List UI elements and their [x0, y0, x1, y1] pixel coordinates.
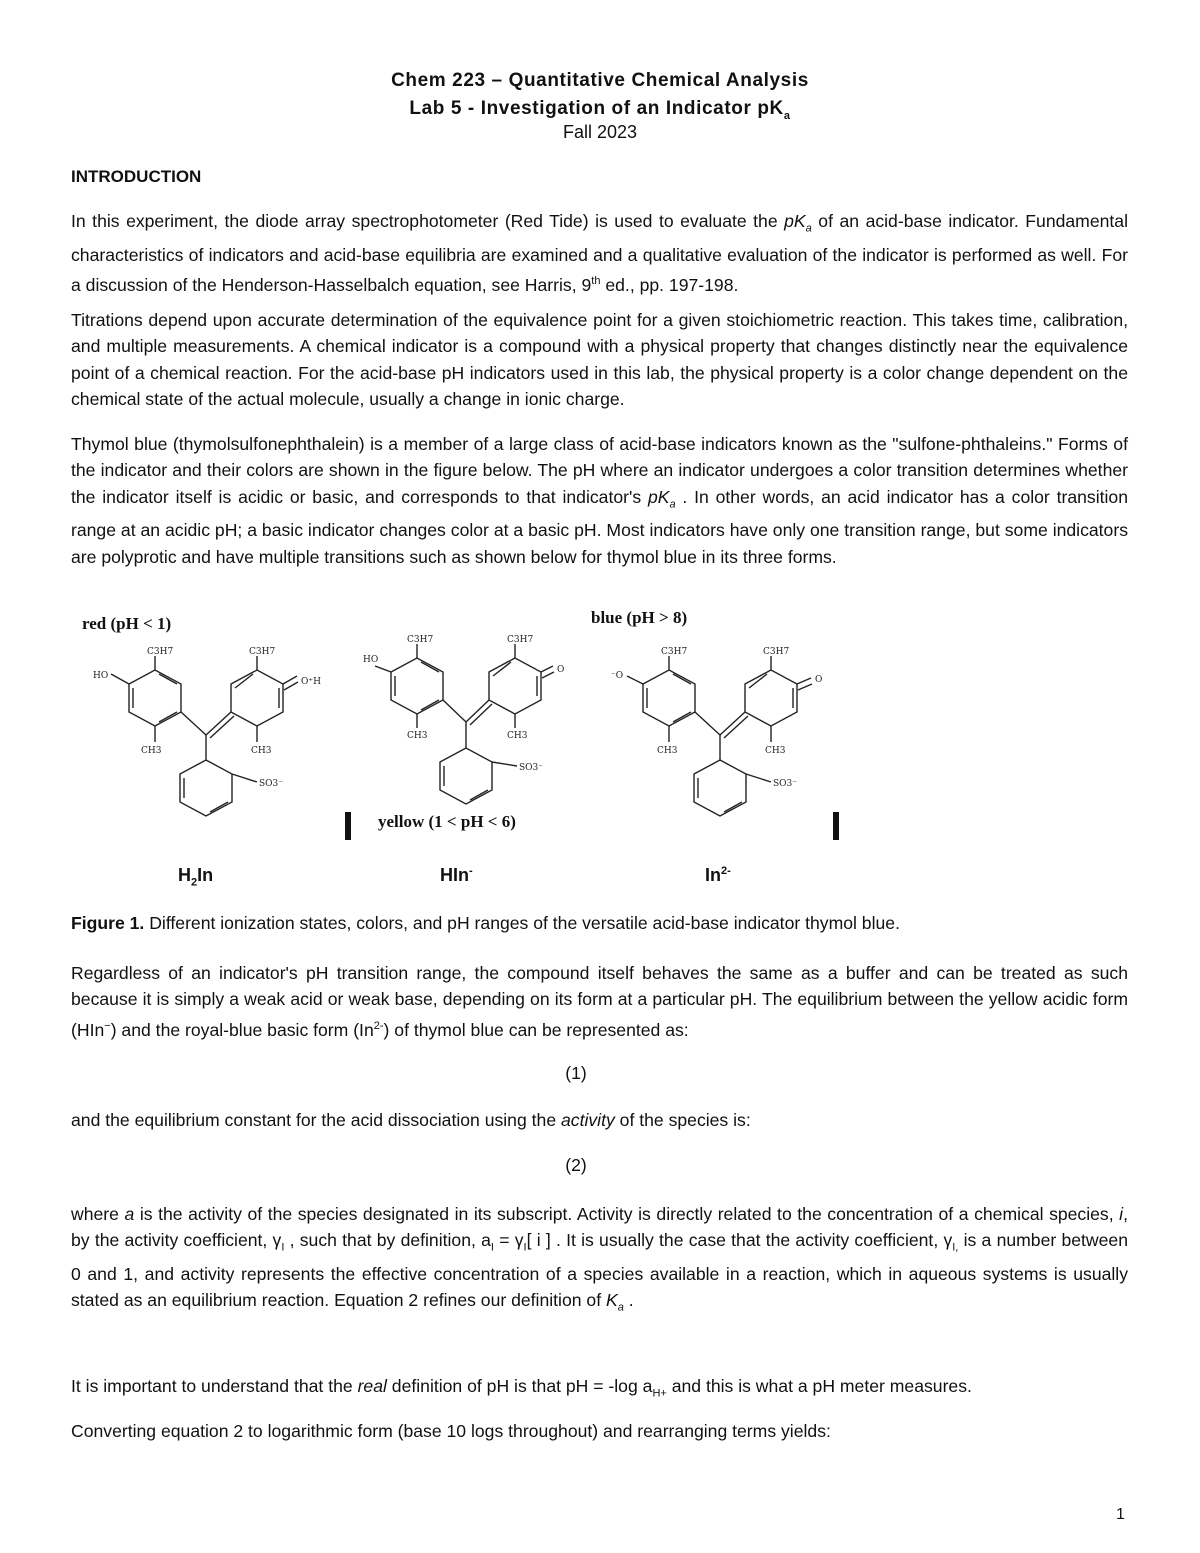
atom-label: CH3	[407, 731, 428, 741]
log-form-line: Converting equation 2 to logarithmic form (base 10 logs throughout) and rearranging terms yields:	[71, 1421, 831, 1441]
lab-title	[0, 98, 1200, 122]
pka-term-2	[647, 486, 676, 511]
atom-label: O	[557, 665, 565, 675]
equilibrium-marker-1	[345, 812, 351, 840]
form-label-hin	[440, 865, 473, 886]
eq-p5-text-b: of the species is:	[614, 1110, 751, 1130]
gamma-symbol: γ	[272, 1230, 282, 1251]
eq-p5-text-a: and the equilibrium constant for the acid dissociation using the	[71, 1110, 561, 1130]
molecule-in2	[627, 656, 812, 816]
atom-label: C3H7	[661, 647, 688, 657]
eq-p7-text: definition of pH is that pH = -log a	[386, 1376, 653, 1396]
charge-superscript: 2-	[373, 1019, 384, 1032]
caption-text: Different ionization states, colors, and pH ranges of the versatile acid-base indicator thymol blue.	[144, 913, 900, 933]
atom-label: HO	[93, 671, 109, 681]
section-heading: INTRODUCTION	[71, 167, 202, 186]
ring-phenol-2	[391, 658, 443, 714]
form-in2-sup: 2-	[721, 865, 731, 877]
equation-number-2: (2)	[565, 1155, 587, 1175]
atom-label: SO3⁻	[259, 779, 284, 789]
ring-benzene-2	[440, 748, 492, 804]
pka-term-2-sub: a	[669, 498, 676, 511]
pka-term-sub: a	[805, 222, 812, 235]
eq-p6-text: =	[493, 1230, 515, 1251]
figure-thymol-blue	[71, 600, 871, 900]
atom-label: SO3⁻	[773, 779, 798, 789]
ka-term	[605, 1290, 624, 1314]
ring-phenol-1	[129, 670, 181, 726]
caption-label: Figure 1.	[71, 913, 145, 933]
molecule-hin	[375, 644, 554, 804]
eq-p6-text: is the activity of the species designated in its subscript. Activity is directly related to the concentration of a chemical species,	[134, 1204, 1120, 1224]
eq-p7-text: It is important to understand that the	[71, 1376, 358, 1396]
form-h2in-sub: 2	[191, 876, 198, 889]
eq-p4-text-b: ) and the royal-blue basic form (In	[110, 1019, 374, 1040]
ph-definition-line	[71, 1373, 1128, 1407]
equilibrium-marker-2	[833, 812, 839, 840]
form-in2-main: In	[705, 865, 721, 885]
color-label-yellow: yellow (1 < pH < 6)	[378, 812, 516, 831]
intro-p1-text-c: ed., pp. 197-198.	[600, 274, 739, 295]
atom-label: C3H7	[507, 635, 534, 645]
atom-label: CH3	[251, 746, 272, 756]
atom-label: ⁻O	[611, 671, 624, 681]
intro-paragraph-2: Titrations depend upon accurate determination of the equivalence point for a given stoichiometric reaction. This takes time, calibration, and multiple measurements. A chemical indicator is a compound with a physical property that changes distinctly near the equivalence point of a chemical reaction. For the acid-base pH indicators used in this lab, the physical property is a color change dependent on the chemical state of the actual molecule, usually a change in ionic charge.	[71, 310, 1128, 409]
color-label-blue: blue (pH > 8)	[591, 608, 688, 627]
gamma-subscript: I	[281, 1241, 285, 1254]
equation-number-1: (1)	[565, 1063, 587, 1083]
form-label-in2	[705, 865, 731, 886]
course-title: Chem 223 – Quantitative Chemical Analysis	[391, 70, 809, 91]
lab-title-subscript: a	[783, 109, 791, 122]
form-hin-main: HIn	[440, 865, 469, 885]
atom-label: CH3	[507, 731, 528, 741]
atom-label: HO	[363, 655, 379, 665]
atom-label: SO3⁻	[519, 763, 544, 773]
gamma-subscript: I	[523, 1241, 527, 1254]
atom-label: CH3	[141, 746, 162, 756]
eq-p7-text: and this is what a pH meter measures.	[666, 1376, 972, 1396]
ring-benzene-1	[180, 760, 232, 816]
hplus-subscript: H+	[652, 1387, 667, 1400]
atom-label: O⁺H	[301, 677, 321, 687]
atom-label: CH3	[765, 746, 786, 756]
eq-p6-text: .	[623, 1290, 634, 1311]
intro-paragraph-3	[71, 431, 1128, 570]
atom-label: C3H7	[147, 647, 174, 657]
lab-title-text: Lab 5 - Investigation of an Indicator pK	[409, 98, 784, 119]
form-h2in-h: H	[178, 865, 191, 885]
page-number: 1	[1116, 1506, 1125, 1523]
equilibrium-paragraph	[71, 960, 1128, 1043]
gamma-symbol: γ	[514, 1230, 524, 1251]
eq-p4-text-c: ) of thymol blue can be represented as:	[383, 1019, 689, 1040]
ring-phenol-3	[643, 670, 695, 726]
pka-term	[784, 211, 812, 235]
intro-p3-text-b: . In other words, an acid indicator has a color transition range at an acidic pH; a basic indicator changes color at a basic pH. Most indicators have only one transition range, but some indicators are polyprotic and have multiple transitions such as shown below for thymol blue in its three forms.	[71, 486, 1128, 567]
gamma-subscript: I,	[952, 1241, 959, 1254]
intro-p1-text-b: of an acid-base indicator. Fundamental characteristics of indicators and acid-base equilibria are examined and a qualitative evaluation of the indicator is performed as well. For a discussion of the Henderson-Hasselbalch equation, see Harris, 9	[71, 211, 1128, 295]
charge-superscript: −	[104, 1019, 111, 1032]
activity-term: activity	[561, 1110, 615, 1130]
atom-label: C3H7	[249, 647, 276, 657]
eq-p6-text: [ i ] . It is usually the case that the activity coefficient,	[526, 1230, 944, 1251]
activity-intro-line	[71, 1107, 1128, 1133]
ring-quinoid-2	[489, 658, 541, 714]
form-label-h2in	[178, 865, 213, 889]
atom-label: C3H7	[763, 647, 790, 657]
eq-p6-text: , by the activity coefficient,	[71, 1204, 1128, 1251]
eq-p6-text: , such that by definition, a	[284, 1230, 491, 1251]
color-label-red: red (pH < 1)	[82, 614, 172, 633]
molecule-h2in	[111, 656, 298, 816]
intro-p1-text-a: In this experiment, the diode array spectrophotometer (Red Tide) is used to evaluate the	[71, 211, 785, 231]
atom-label: CH3	[657, 746, 678, 756]
ring-quinoid-3	[745, 670, 797, 726]
term: Fall 2023	[562, 122, 638, 142]
form-hin-sup: -	[469, 865, 473, 877]
eq-p4-text-a: Regardless of an indicator's pH transition range, the compound itself behaves the same as a buffer and can be treated as such because it is simply a weak acid or weak base, depending on its form at a particular pH. The equilibrium between the yellow acidic form (HIn	[71, 963, 1128, 1040]
intro-paragraph-1	[71, 208, 1128, 298]
gamma-symbol: γ	[943, 1230, 953, 1251]
eq-p6-text: where	[71, 1204, 125, 1224]
ring-quinoid-1	[231, 670, 283, 726]
ka-term-sub: a	[617, 1301, 624, 1314]
atom-label: O	[815, 675, 823, 685]
form-h2in-tail: In	[197, 865, 214, 885]
structures-diagram	[71, 600, 871, 900]
real-term: real	[357, 1376, 387, 1396]
atom-label: C3H7	[407, 635, 434, 645]
edition-superscript: th	[591, 275, 601, 288]
activity-subscript: I	[490, 1241, 494, 1254]
figure-caption	[71, 913, 900, 934]
activity-paragraph	[71, 1201, 1128, 1321]
species-symbol: i	[1119, 1204, 1124, 1224]
intro-p3-text-a: Thymol blue (thymolsulfonephthalein) is a member of a large class of acid-base indicators known as the "sulfone-phthaleins." Forms of the indicator and their colors are shown in the figure below. The pH where an indicator undergoes a color transition determines whether the indicator itself is acidic or basic, and corresponds to that indicator's	[71, 434, 1128, 507]
ring-benzene-3	[694, 760, 746, 816]
ka-term-text: K	[605, 1290, 618, 1311]
pka-term-2-text: pK	[647, 486, 670, 507]
activity-symbol: a	[124, 1204, 135, 1224]
pka-term-text: pK	[784, 211, 806, 231]
eq-p6-text: is a number between 0 and 1, and activity represents the effective concentration of a species available in a reaction, which in aqueous systems is usually stated as an equilibrium reaction. Equation 2 refines our definition of	[71, 1230, 1128, 1311]
